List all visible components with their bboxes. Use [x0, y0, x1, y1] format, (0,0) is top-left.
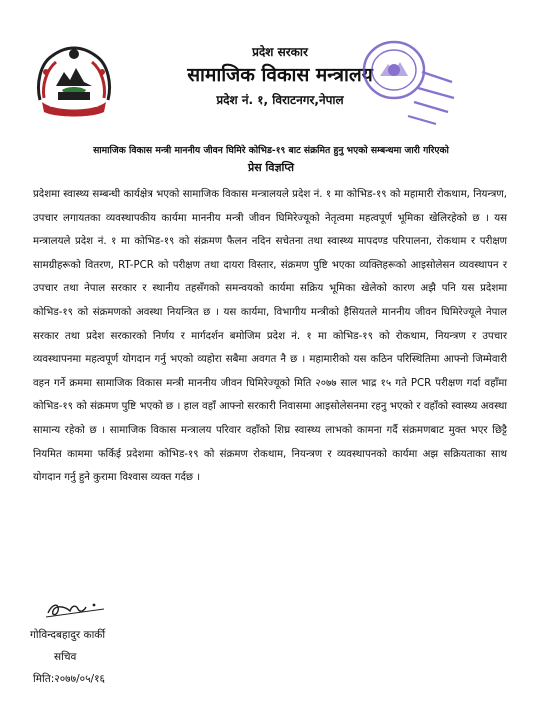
- signatory-name: गोविन्दबहादुर कार्की: [30, 629, 106, 641]
- government-name: प्रदेश सरकार: [252, 45, 308, 59]
- document-title: प्रेस विज्ञप्ति: [247, 161, 295, 174]
- subject-line: सामाजिक विकास मन्त्री माननीय जीवन घिमिरे कोभिड-१९ बाट संक्रमित हुनु भएको सम्बन्धमा जारी गरिएको: [93, 145, 449, 156]
- office-stamp-icon: [356, 30, 476, 130]
- nepal-emblem-icon: [34, 42, 114, 120]
- body-paragraph: प्रदेशमा स्वास्थ्य सम्बन्धी कार्यक्षेत्र भएको सामाजिक विकास मन्त्रालयले प्रदेश नं. १ मा कोभिड-१९ को महामारी रोकथाम, नियन्त्रण, उपचार लगायतका व्यवस्थापकीय कार्यमा माननीय मन्त्री जीवन घिमिरेज्यूको नेतृत्वमा महत्वपूर्ण भूमिका खेलिरहेको छ । यस मन्त्रालयले प्रदेश नं. १ मा कोभिड-१९ को संक्रमण फैलन नदिन सचेतना तथा स्वास्थ्य मापदण्ड परिपालना, रोकथाम र परीक्षण सामग्रीहरूको वितरण, RT-PCR को परीक्षण तथा दायरा विस्तार, संक्रमण पुष्टि भएका व्यक्तिहरूको आइसोलेसन व्यवस्थापन र उपचार तथा नेपाल सरकार र स्थानीय तहसँगको समन्वयको कार्यमा सक्रिय भूमिका खेलेको कारण अझै पनि यस प्रदेशमा कोभिड-१९ को संक्रमणको अवस्था नियन्त्रित छ । यस कार्यमा, विभागीय मन्त्रीको हैसियतले माननीय जीवन घिमिरेज्यूले नेपाल सरकार तथा प्रदेश सरकारको निर्णय र मार्गदर्शन बमोजिम प्रदेश नं. १ मा कोभिड-१९ को रोकथाम, नियन्त्रण र उपचार व्यवस्थापनमा महत्वपूर्ण योगदान गर्नु भएको व्यहोरा सबैमा अवगत नै छ । महामारीको यस कठिन परिस्थितिमा आफ्नो जिम्मेवारी वहन गर्ने क्रममा सामाजिक विकास मन्त्री माननीय जीवन घिमिरेज्यूको मिति २०७७ साल भाद्र १५ गते PCR परीक्षण गर्दा वहाँमा कोभिड-१९ को संक्रमण पुष्टि भएको छ । हाल वहाँ आफ्नो सरकारी निवासमा आइसोलेसनमा रहनु भएको र वहाँको स्वास्थ्य अवस्था सामान्य रहेको छ । सामाजिक विकास मन्त्रालय परिवार वहाँको शिघ्र स्वास्थ्य लाभको कामना गर्दै संक्रमणबाट मुक्त भएर छिट्टै नियमित काममा फर्किई प्रदेशमा कोभिड-१९ को संक्रमण रोकथाम, नियन्त्रण र व्यवस्थापनको कार्यमा अझ सक्रियताका साथ योगदान गर्नु हुने कुरामा विश्वास व्यक्त गर्दछ ।: [33, 189, 507, 484]
- ministry-name: सामाजिक विकास मन्त्रालय: [187, 64, 373, 86]
- ministry-address: प्रदेश नं. १, विराटनगर,नेपाल: [216, 93, 344, 107]
- signatory-title: सचिव: [54, 651, 77, 663]
- signature-icon: [44, 597, 114, 621]
- document-date: मिति:२०७७/०५/१६: [33, 673, 105, 685]
